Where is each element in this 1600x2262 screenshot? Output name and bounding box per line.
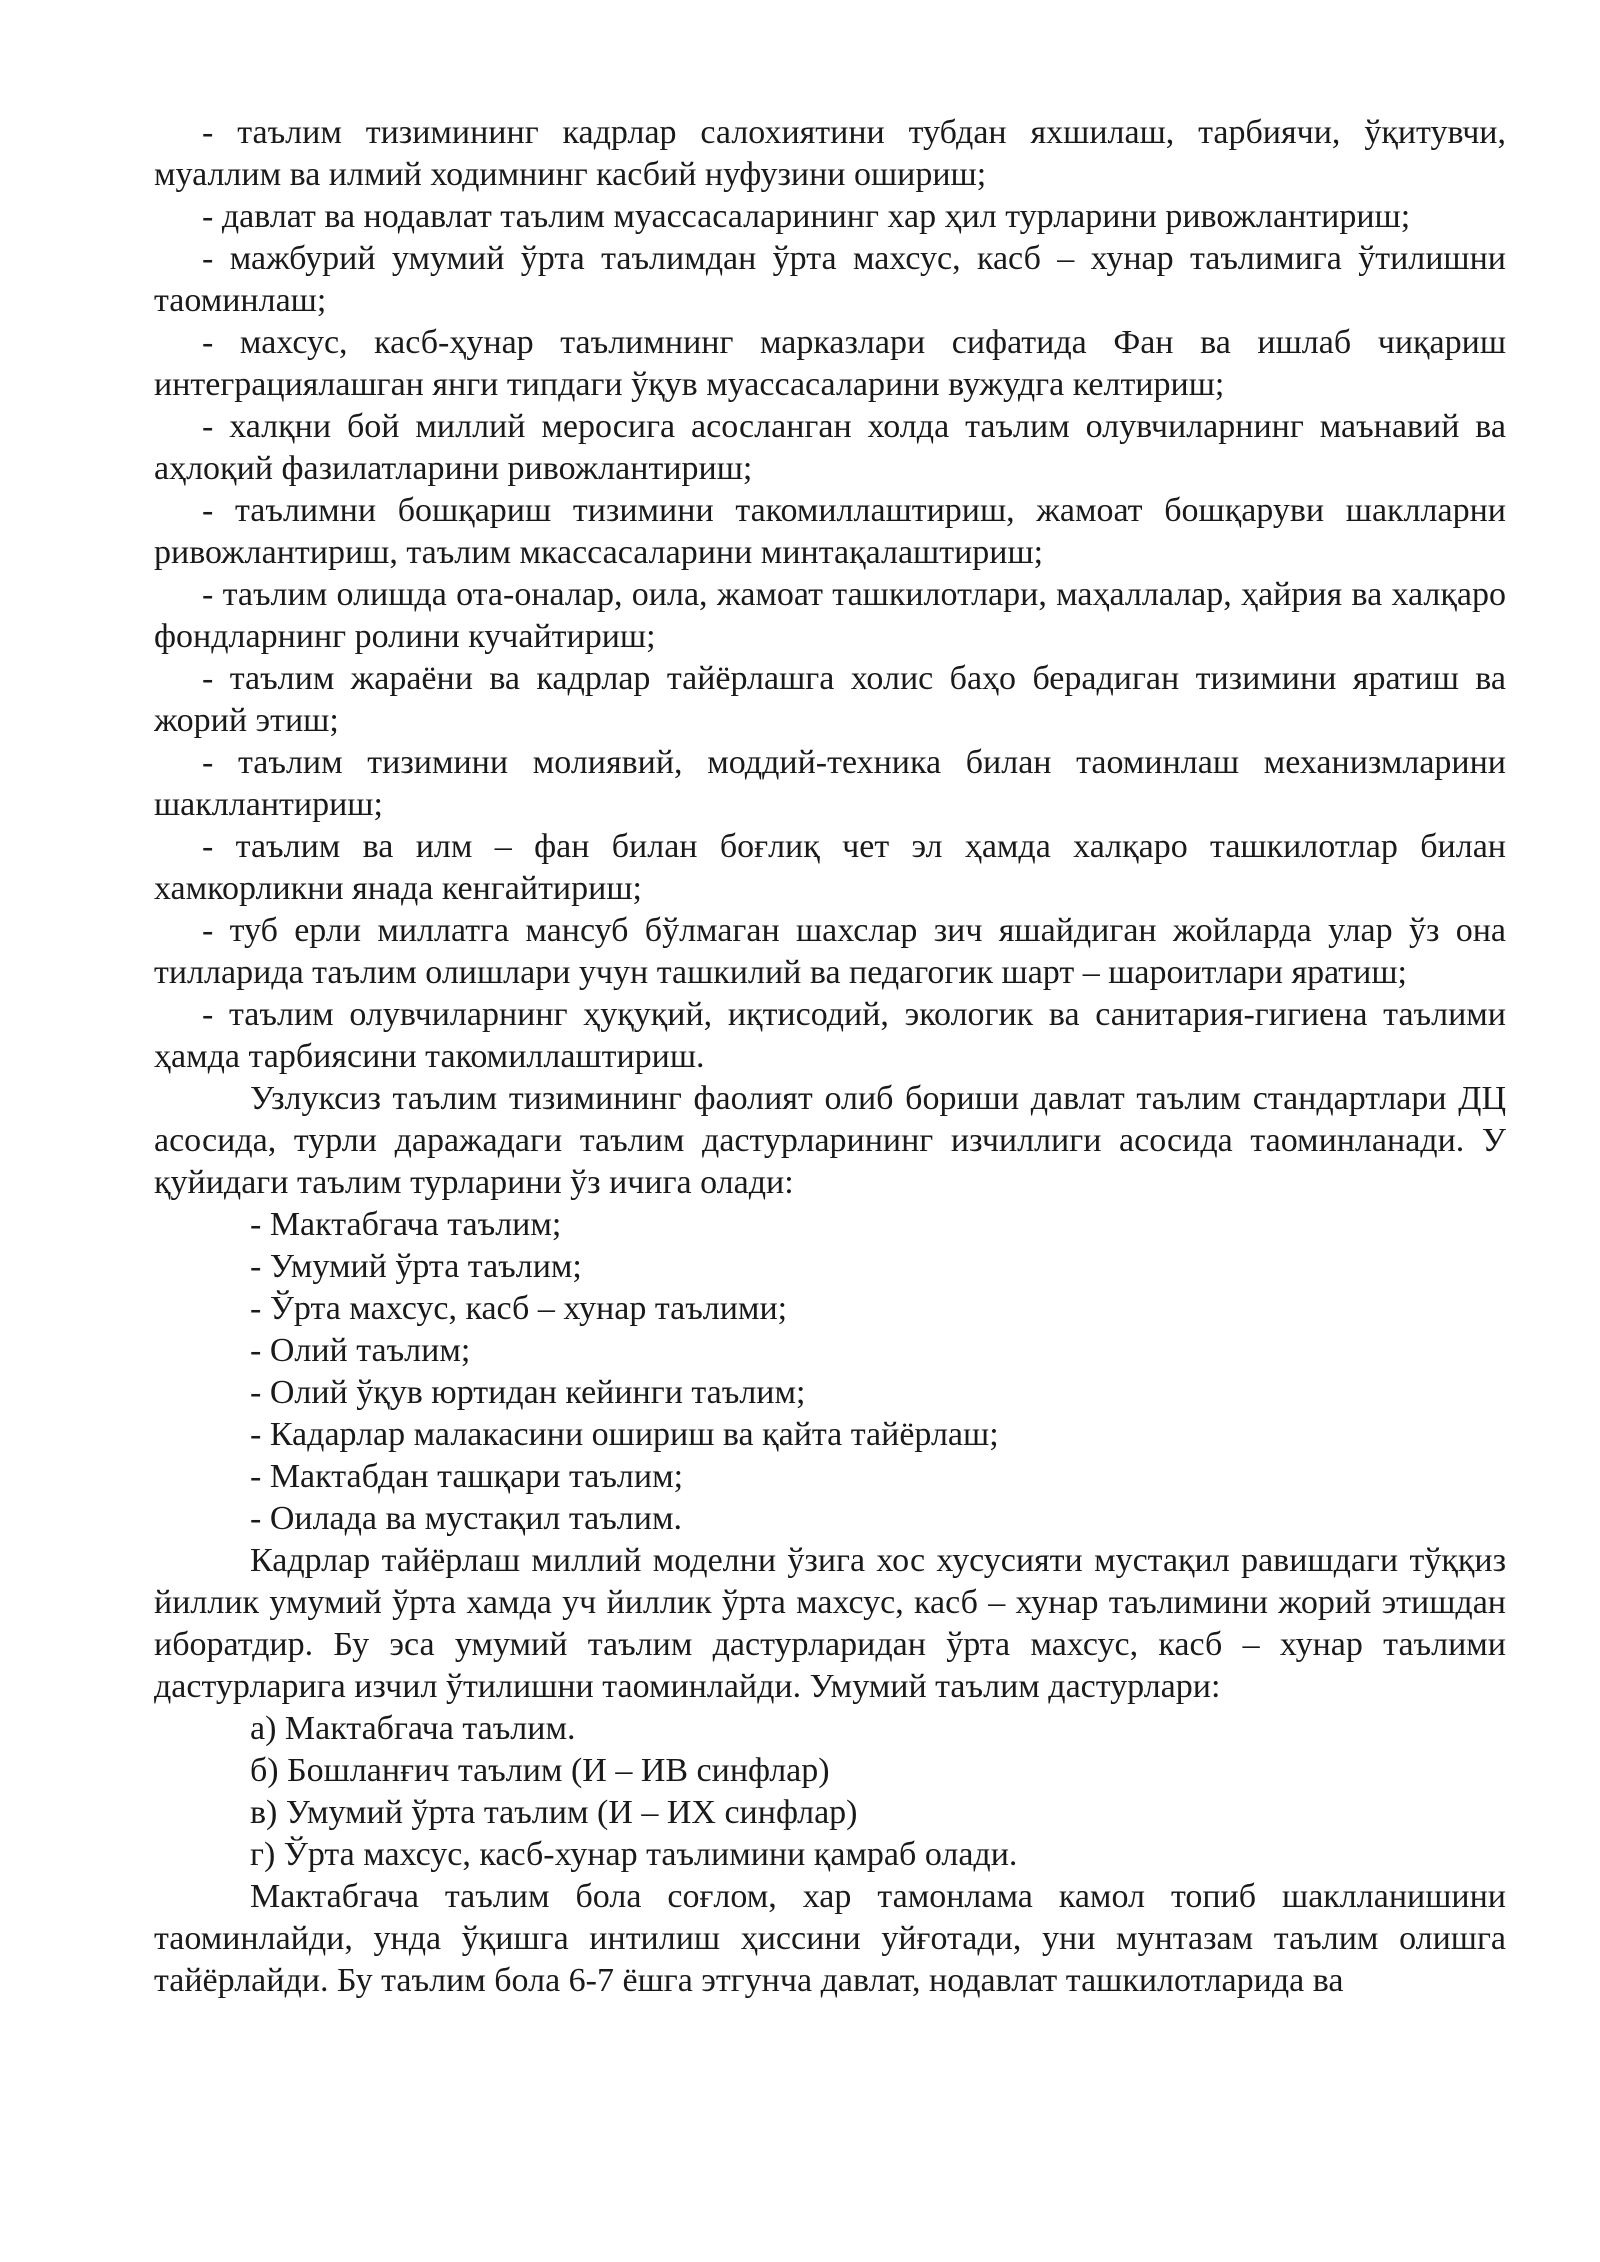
paragraph-continuous-education: Узлуксиз таълим тизимининг фаолият олиб бориши давлат таълим стандартлари ДЦ асосида, турли даражадаги таълим дастурларининг изчиллиги асосида таоминланади. У қуйидаги таълим турларини ўз ичига олади: [154, 1080, 1506, 1201]
education-type-item: - Мактабдан ташқари таълим; [250, 1458, 684, 1495]
bullet-item: - таълим олишда ота-оналар, оила, жамоат ташкилотлари, маҳаллалар, ҳайрия ва халқаро фондларнинг ролини кучайтириш; [154, 576, 1506, 655]
education-type-item: - Олий ўқув юртидан кейинги таълим; [250, 1374, 806, 1411]
bullet-item: - таълим тизимининг кадрлар салохиятини тубдан яхшилаш, тарбиячи, ўқитувчи, муаллим ва илмий ходимнинг касбий нуфузини ошириш; [154, 114, 1506, 193]
education-type-item: - Ўрта махсус, касб – хунар таълими; [250, 1290, 788, 1327]
education-type-item: - Олий таълим; [250, 1332, 471, 1369]
program-item: а) Мактабгача таълим. [250, 1710, 576, 1747]
education-type-item: - Кадарлар малакасини ошириш ва қайта тайёрлаш; [250, 1416, 999, 1453]
bullet-item: - халқни бой миллий меросига асосланган холда таълим олувчиларнинг маънавий ва аҳлоқий фазилатларини ривожлантириш; [154, 408, 1506, 487]
program-item: б) Бошланғич таълим (И – ИВ синфлар) [250, 1752, 830, 1789]
education-type-item: - Умумий ўрта таълим; [250, 1248, 582, 1285]
bullet-item: - таълим ва илм – фан билан боғлиқ чет эл ҳамда халқаро ташкилотлар билан хамкорликни янада кенгайтириш; [154, 828, 1506, 907]
education-type-item: - Оилада ва мустақил таълим. [250, 1500, 682, 1537]
document-page [154, 112, 1506, 2002]
bullet-item: - мажбурий умумий ўрта таълимдан ўрта махсус, касб – хунар таълимига ўтилишни таоминлаш; [154, 240, 1506, 319]
program-item: г) Ўрта махсус, касб-хунар таълимини қамраб олади. [250, 1836, 1018, 1873]
paragraph-preschool: Мактабгача таълим бола соғлом, хар тамонлама камол топиб шаклланишини таоминлайди, унда ўқишга интилиш ҳиссини уйғотади, уни мунтазам таълим олишга тайёрлайди. Бу таълим бола 6-7 ёшга этгунча давлат, нодавлат ташкилотларида ва [154, 1878, 1506, 1999]
bullet-item: - таълим тизимини молиявий, моддий-техника билан таоминлаш механизмларини шакллантириш; [154, 744, 1506, 823]
bullet-item: - таълим олувчиларнинг ҳуқуқий, иқтисодий, экологик ва санитария-гигиена таълими ҳамда тарбиясини такомиллаштириш. [154, 996, 1506, 1075]
bullet-item: - давлат ва нодавлат таълим муассасаларининг хар ҳил турларини ривожлантириш; [202, 198, 1411, 235]
bullet-item: - туб ерли миллатга мансуб бўлмаган шахслар зич яшайдиган жойларда улар ўз она тилларида таълим олишлари учун ташкилий ва педагогик шарт – шароитлари яратиш; [154, 912, 1506, 991]
bullet-item: - махсус, касб-ҳунар таълимнинг марказлари сифатида Фан ва ишлаб чиқариш интеграциялашган янги типдаги ўқув муассасаларини вужудга келтириш; [154, 324, 1506, 403]
program-item: в) Умумий ўрта таълим (И – ИХ синфлар) [250, 1794, 858, 1831]
paragraph-national-model: Кадрлар тайёрлаш миллий моделни ўзига хос хусусияти мустақил равишдаги тўққиз йиллик умумий ўрта хамда уч йиллик ўрта махсус, касб – хунар таълимини жорий этишдан иборатдир. Бу эса умумий таълим дастурларидан ўрта махсус, касб – хунар таълими дастурларига изчил ўтилишни таоминлайди. Умумий таълим дастурлари: [154, 1542, 1506, 1705]
bullet-item: - таълимни бошқариш тизимини такомиллаштириш, жамоат бошқаруви шаклларни ривожлантириш, таълим мкассасаларини минтақалаштириш; [154, 492, 1506, 571]
bullet-item: - таълим жараёни ва кадрлар тайёрлашга холис баҳо берадиган тизимини яратиш ва жорий этиш; [154, 660, 1506, 739]
education-type-item: - Мактабгача таълим; [250, 1206, 562, 1243]
